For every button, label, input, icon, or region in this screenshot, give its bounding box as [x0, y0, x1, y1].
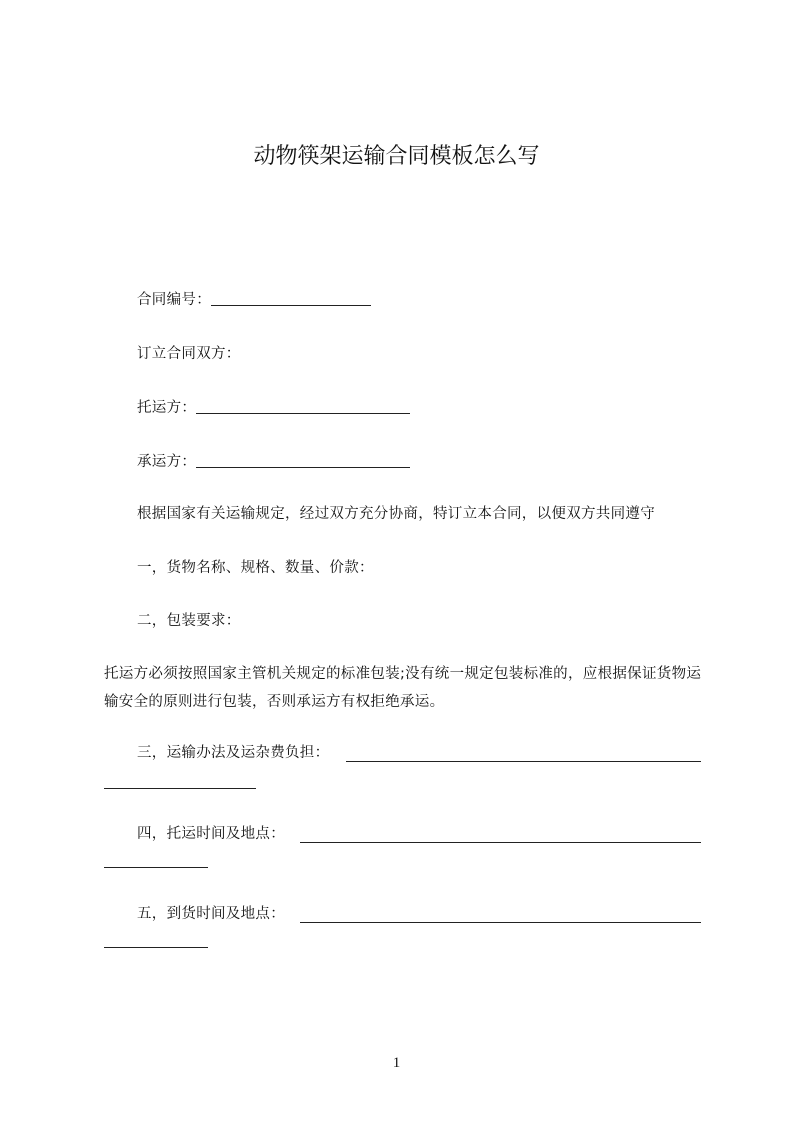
section-4-line	[137, 823, 285, 845]
section-5-blank[interactable]	[300, 922, 701, 923]
shipper-label: 托运方：	[137, 400, 197, 416]
section-4-blank[interactable]	[300, 842, 701, 843]
section-1-heading: 一，货物名称、规格、数量、价款：	[137, 560, 374, 576]
intro-text: 根据国家有关运输规定，经过双方充分协商，特订立本合同，以便双方共同遵守	[137, 506, 655, 522]
section-2-heading: 二，包装要求：	[137, 613, 241, 629]
section-3-heading: 三，运输办法及运杂费负担：	[137, 745, 330, 761]
section-5-line	[137, 903, 285, 925]
section-5-blank-continued[interactable]	[104, 947, 208, 948]
contract-number-line	[137, 289, 371, 311]
shipper-line	[137, 397, 410, 419]
page-number: 1	[392, 1055, 401, 1071]
document-title: 动物筷架运输合同模板怎么写	[253, 144, 540, 169]
contract-number-blank[interactable]	[211, 289, 371, 306]
contract-number-label: 合同编号：	[137, 292, 211, 308]
section-3-blank[interactable]	[346, 761, 701, 762]
section-4-blank-continued[interactable]	[104, 867, 208, 868]
section-3-line	[137, 742, 329, 764]
carrier-line	[137, 451, 410, 473]
parties-label: 订立合同双方：	[137, 346, 241, 362]
section-2-body: 托运方必须按照国家主管机关规定的标准包装;没有统一规定包装标准的，应根据保证货物运输安全的原则进行包装，否则承运方有权拒绝承运。	[104, 666, 702, 710]
shipper-blank[interactable]	[196, 397, 410, 414]
carrier-blank[interactable]	[196, 451, 410, 468]
section-4-heading: 四，托运时间及地点：	[137, 826, 285, 842]
section-5-heading: 五，到货时间及地点：	[137, 906, 285, 922]
carrier-label: 承运方：	[137, 454, 197, 470]
section-3-blank-continued[interactable]	[104, 788, 256, 789]
